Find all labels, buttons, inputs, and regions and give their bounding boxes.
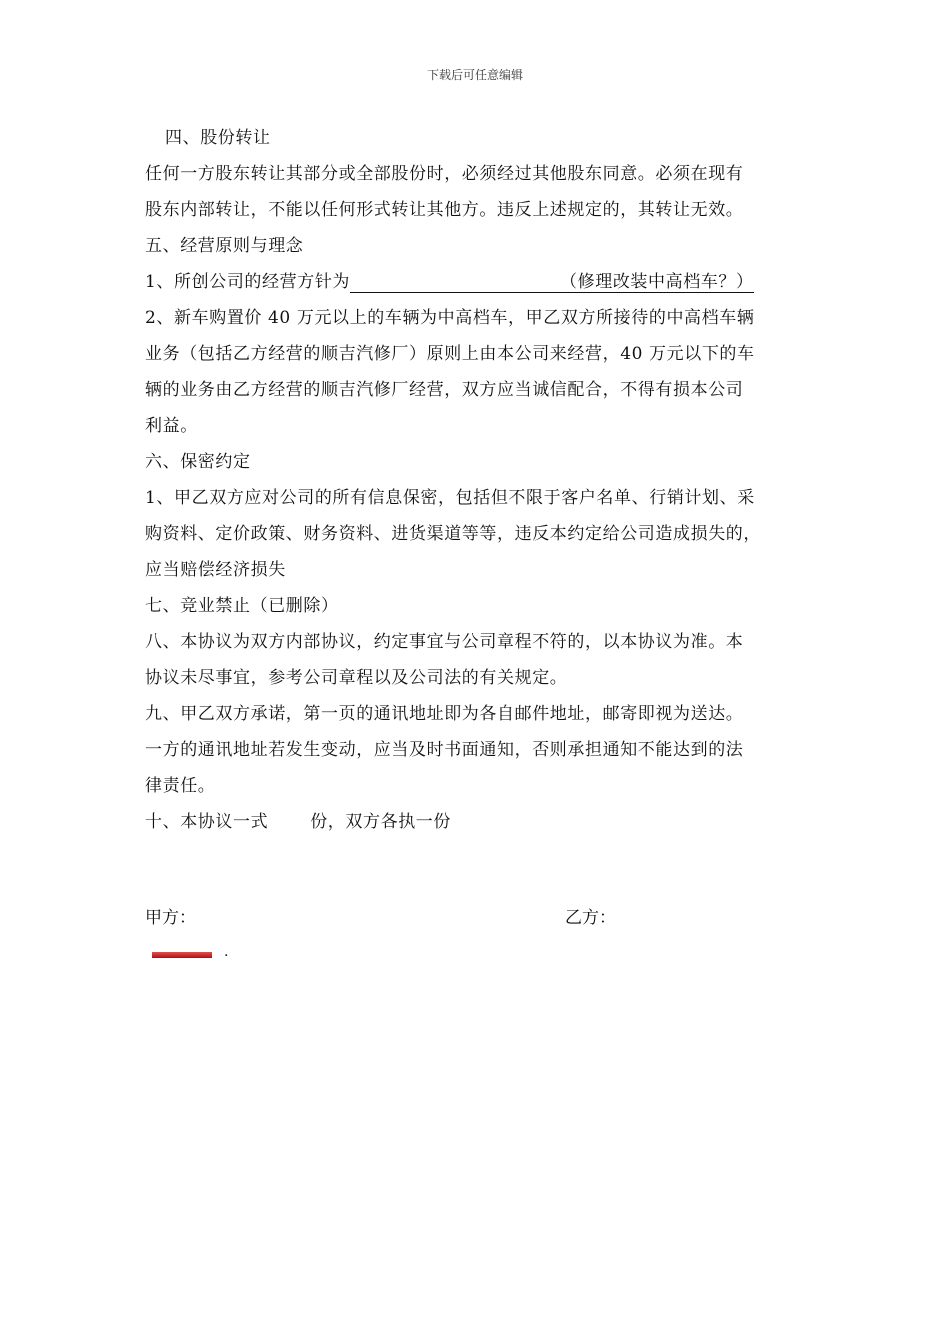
document-body — [145, 120, 825, 936]
section-4-line-1: 任何一方股东转让其部分或全部股份时，必须经过其他股东同意。必须在现有 — [145, 164, 744, 184]
section-10-prefix: 十、本协议一式 — [145, 812, 269, 832]
page-header: 下载后可任意编辑 — [426, 68, 523, 82]
business-policy-value: （修理改装中高档车？） — [560, 272, 754, 292]
section-5-item-2-line-2: 业务（包括乙方经营的顺吉汽修厂）原则上由本公司来经营，40 万元以下的车 — [145, 344, 755, 364]
section-5-title: 五、经营原则与理念 — [145, 236, 304, 256]
party-b-label: 乙方： — [565, 908, 616, 928]
party-a-label: 甲方： — [145, 908, 196, 928]
section-9-line-1: 九、甲乙双方承诺，第一页的通讯地址即为各自邮件地址，邮寄即视为送达。 — [145, 704, 744, 724]
section-6-line-2: 购资料、定价政策、财务资料、进货渠道等等，违反本约定给公司造成损失的， — [145, 524, 761, 544]
section-5-item-1-prefix: 1、所创公司的经营方针为 — [145, 272, 351, 292]
section-6-line-1: 1、甲乙双方应对公司的所有信息保密，包括但不限于客户名单、行销计划、采 — [145, 488, 755, 508]
signature-spacer — [145, 840, 825, 900]
section-6-line-3: 应当赔偿经济损失 — [145, 560, 286, 580]
business-policy-fill — [350, 272, 754, 293]
section-4-title: 四、股份转让 — [165, 128, 271, 148]
section-5-item-2-line-4: 利益。 — [145, 416, 198, 436]
section-9-line-3: 律责任。 — [145, 776, 216, 796]
dot-mark: . — [224, 944, 229, 960]
section-6-title: 六、保密约定 — [145, 452, 251, 472]
section-5-item-2-line-3: 辆的业务由乙方经营的顺吉汽修厂经营，双方应当诚信配合，不得有损本公司 — [145, 380, 744, 400]
section-8-line-2: 协议未尽事宜，参考公司章程以及公司法的有关规定。 — [145, 668, 568, 688]
section-9-line-2: 一方的通讯地址若发生变动，应当及时书面通知，否则承担通知不能达到的法 — [145, 740, 744, 760]
section-10-suffix: 份，双方各执一份 — [310, 812, 452, 832]
section-4-line-2: 股东内部转让，不能以任何形式转让其他方。违反上述规定的，其转让无效。 — [145, 200, 744, 220]
section-5-item-1 — [145, 264, 825, 300]
red-stamp-mark — [152, 952, 212, 958]
signature-row — [145, 900, 825, 936]
section-5-item-2-line-1: 2、新车购置价 40 万元以上的车辆为中高档车，甲乙双方所接待的中高档车辆 — [145, 308, 755, 328]
section-10 — [145, 804, 825, 840]
section-7-title: 七、竞业禁止（已删除） — [145, 596, 339, 616]
section-8-line-1: 八、本协议为双方内部协议，约定事宜与公司章程不符的，以本协议为准。本 — [145, 632, 744, 652]
